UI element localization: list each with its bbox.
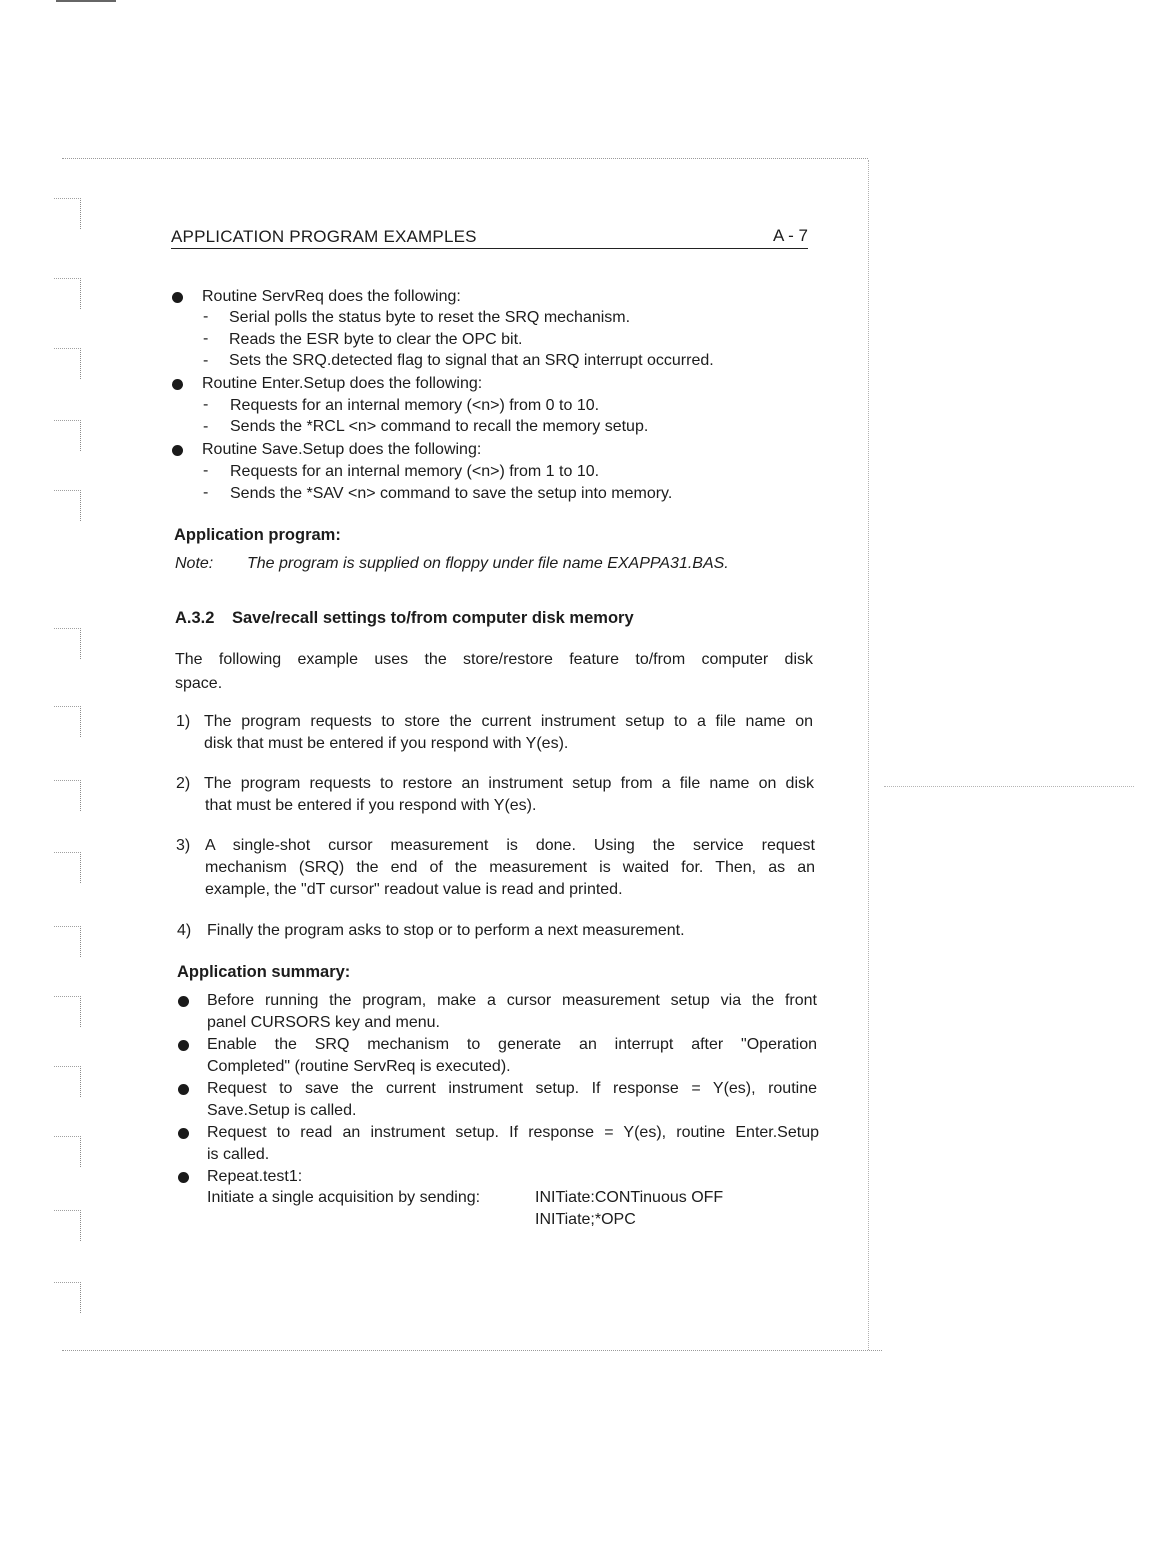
step-number: 3): [176, 837, 191, 854]
servreq-title: Routine ServReq does the following:: [202, 288, 461, 305]
binding-mark: [54, 490, 81, 521]
binding-mark: [54, 926, 81, 957]
step-number: 2): [176, 775, 191, 792]
command-line: INITiate:CONTinuous OFF: [535, 1189, 724, 1206]
enter-setup-item: Requests for an internal memory (<n>) from 0 to 10.: [230, 397, 600, 414]
enter-setup-item: Sends the *RCL <n> command to recall the memory setup.: [230, 418, 649, 435]
binding-mark: [54, 278, 81, 309]
step-line: example, the "dT cursor" readout value is read and printed.: [205, 881, 623, 898]
bullet-icon: [178, 1040, 189, 1051]
servreq-item: Serial polls the status byte to reset the SRQ mechanism.: [229, 309, 631, 326]
servreq-item: Reads the ESR byte to clear the OPC bit.: [229, 331, 523, 348]
note-text: The program is supplied on floppy under file name EXAPPA31.BAS.: [247, 555, 729, 572]
step-line: disk that must be entered if you respond with Y(es).: [204, 735, 569, 752]
page-number: A - 7: [773, 226, 808, 245]
step-number: 4): [177, 922, 192, 939]
save-setup-title: Routine Save.Setup does the following:: [202, 441, 482, 458]
bullet-icon: [178, 1128, 189, 1139]
summary-line: Before running the program, make a cursor measurement setup via the front: [207, 992, 817, 1009]
binding-mark: [54, 780, 81, 811]
summary-line: is called.: [207, 1146, 270, 1163]
header-title: APPLICATION PROGRAM EXAMPLES: [171, 227, 477, 246]
page-header: [171, 226, 808, 249]
summary-line: Completed" (routine ServReq is executed).: [207, 1058, 511, 1075]
step-line: that must be entered if you respond with Y(es).: [205, 797, 537, 814]
page-edge-right: [868, 160, 869, 1350]
binding-mark: [54, 1282, 81, 1313]
save-setup-item: Requests for an internal memory (<n>) from 1 to 10.: [230, 463, 600, 480]
summary-line: Request to save the current instrument setup. If response = Y(es), routine: [207, 1080, 817, 1097]
note-label: Note:: [175, 555, 214, 572]
binding-mark: [54, 852, 81, 883]
step-line: mechanism (SRQ) the end of the measurement is waited for. Then, as an: [205, 859, 815, 876]
summary-line: Initiate a single acquisition by sending:: [207, 1189, 481, 1206]
app-program-heading: Application program:: [174, 526, 341, 544]
intro-line: space.: [175, 675, 223, 692]
binding-mark: [54, 198, 81, 229]
bullet-icon: [172, 292, 183, 303]
step-number: 1): [176, 713, 191, 730]
step-line: A single-shot cursor measurement is done. Using the service request: [205, 837, 815, 854]
servreq-item: Sets the SRQ.detected flag to signal that an SRQ interrupt occurred.: [229, 352, 714, 369]
binding-mark: [54, 1210, 81, 1241]
page-edge-top: [62, 158, 868, 159]
summary-line: Enable the SRQ mechanism to generate an interrupt after "Operation: [207, 1036, 817, 1053]
scan-mark: [56, 0, 116, 2]
summary-line: Save.Setup is called.: [207, 1102, 357, 1119]
bullet-icon: [172, 445, 183, 456]
dash-icon: -: [203, 396, 209, 413]
binding-mark: [54, 996, 81, 1027]
section-title: Save/recall settings to/from computer disk memory: [232, 609, 634, 627]
intro-line: The following example uses the store/restore feature to/from computer disk: [175, 651, 813, 668]
summary-line: Repeat.test1:: [207, 1168, 303, 1185]
dash-icon: -: [203, 308, 209, 325]
section-number: A.3.2: [175, 609, 215, 627]
dash-icon: -: [203, 330, 209, 347]
step-line: The program requests to restore an instrument setup from a file name on disk: [204, 775, 814, 792]
bullet-icon: [178, 1172, 189, 1183]
binding-mark: [54, 1066, 81, 1097]
binding-mark: [54, 628, 81, 659]
binding-mark: [54, 1136, 81, 1167]
margin-tick: [884, 786, 1134, 787]
bullet-icon: [178, 996, 189, 1007]
summary-line: Request to read an instrument setup. If response = Y(es), routine Enter.Setup: [207, 1124, 819, 1141]
dash-icon: -: [203, 418, 209, 435]
enter-setup-title: Routine Enter.Setup does the following:: [202, 375, 483, 392]
page-edge-bottom: [62, 1350, 882, 1351]
bullet-icon: [172, 379, 183, 390]
binding-mark: [54, 420, 81, 451]
summary-heading: Application summary:: [177, 963, 351, 981]
command-line: INITiate;*OPC: [535, 1211, 636, 1228]
step-line: Finally the program asks to stop or to perform a next measurement.: [207, 922, 685, 939]
save-setup-item: Sends the *SAV <n> command to save the setup into memory.: [230, 485, 673, 502]
dash-icon: -: [203, 462, 209, 479]
dash-icon: -: [203, 352, 209, 369]
binding-mark: [54, 348, 81, 379]
step-line: The program requests to store the current instrument setup to a file name on: [204, 713, 813, 730]
bullet-icon: [178, 1084, 189, 1095]
binding-mark: [54, 706, 81, 737]
dash-icon: -: [203, 484, 209, 501]
summary-line: panel CURSORS key and menu.: [207, 1014, 440, 1031]
